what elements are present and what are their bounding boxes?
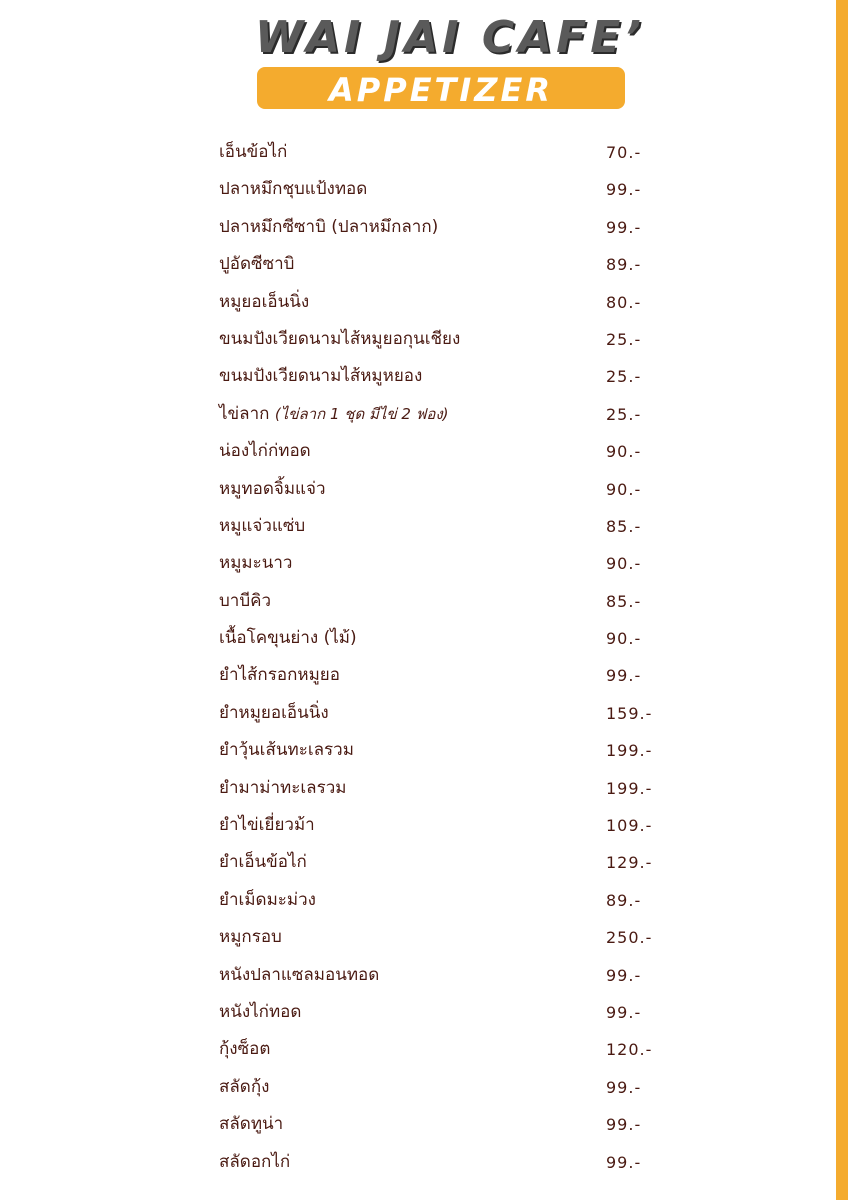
menu-item-name-text: เนื้อโคขุนย่าง (ไม้) [219,628,357,649]
menu-item-price: 109.- [606,816,653,836]
menu-item-name [219,620,357,657]
menu-item [219,1031,679,1068]
menu-item-price: 199.- [606,741,653,761]
menu-item-price: 99.- [606,1077,642,1097]
menu-item [219,358,679,395]
menu-item [219,620,679,657]
menu-item-name-text: เอ็นข้อไก่ [219,142,288,162]
menu-item-name [219,1106,283,1143]
menu-item-name-text: ยำวุ้นเส้นทะเลรวม [219,740,354,761]
menu-item-price: 99.- [606,1002,642,1022]
menu-item-name-text: ยำเม็ดมะม่วง [219,889,316,910]
menu-item-name [219,807,315,844]
right-accent-bar [836,0,848,1200]
menu-item-name-text: สลัดทูน่า [219,1114,284,1135]
menu-item-price: 89.- [606,890,642,910]
menu-item-name [219,545,292,582]
menu-item-name-text: หมูกรอบ [219,927,282,948]
menu-item-name [219,471,326,508]
menu-item-price: 90.- [606,554,642,574]
menu-item-name [219,844,307,881]
menu-item [219,545,679,582]
menu-item [219,695,679,732]
menu-item-name-text: ไข่ลาก [219,403,270,424]
menu-item [219,433,679,470]
menu-item [219,1069,679,1106]
menu-item-price: 89.- [606,255,642,275]
menu-item-price: 99.- [606,965,642,985]
menu-item-name-text: น่องไก่ก่ทอด [219,441,311,462]
menu-item-name-text: ขนมปังเวียดนามไส้หมูยอกุนเชียง [219,328,461,349]
menu-item-name-text: หมูแจ่วแซ่บ [219,515,306,536]
menu-item-name-text: ปลาหมึกชุบแป้งทอด [219,179,368,200]
menu-item-name [219,209,438,246]
menu-item-name-text: หนังไก่ทอด [219,1001,302,1022]
menu-item [219,508,679,545]
menu-item-price: 99.- [606,217,642,237]
menu-item-name-text: ยำมาม่าทะเลรวม [219,777,347,798]
menu-item [219,957,679,994]
menu-item-name [219,770,346,807]
menu-item [219,209,679,246]
menu-item-price: 80.- [606,292,642,312]
section-title: APPETIZER [329,71,553,109]
menu-item-name [219,732,354,769]
menu-item-name-text: หมูทอดจิ้มแจ่ว [219,478,326,499]
menu-item [219,583,679,620]
menu-item-name [219,1031,270,1068]
menu-item [219,321,679,358]
menu-item-price: 250.- [606,928,653,948]
menu-item-name [219,433,311,470]
menu-item-price: 90.- [606,629,642,649]
section-banner [257,67,625,109]
menu-item-name-text: หนังปลาแซลมอนทอด [219,964,380,985]
menu-item-price: 129.- [606,853,653,873]
menu-item-name-text: ยำหมูยอเอ็นนิ่ง [219,702,329,723]
menu-item-name [219,882,316,919]
menu-item [219,1144,679,1181]
menu-item [219,1106,679,1143]
menu-item-price: 99.- [606,1115,642,1135]
menu-item [219,807,679,844]
menu-item-note: (ไข่ลาก 1 ชุด มีไข่ 2 ฟอง) [274,404,449,423]
menu-item-name [219,246,294,283]
menu-item-price: 99.- [606,1152,642,1172]
menu-item [219,657,679,694]
menu-item [219,396,679,433]
menu-item-price: 85.- [606,516,642,536]
menu-item-name-text: หมูยอเอ็นนิ่ง [219,291,310,312]
menu-item [219,770,679,807]
menu-item-price: 90.- [606,479,642,499]
menu-item [219,919,679,956]
menu-item-name [219,284,309,321]
menu-item-name [219,358,422,395]
menu-item-name [219,396,449,433]
menu-item [219,732,679,769]
menu-item-name-text: ยำเอ็นข้อไก่ [219,852,307,873]
menu-item-name [219,1069,269,1106]
menu-item-name [219,1144,290,1181]
menu-item-price: 25.- [606,329,642,349]
menu-item [219,844,679,881]
menu-item-name [219,994,301,1031]
menu-item-price: 70.- [606,143,642,162]
menu-item [219,994,679,1031]
menu-item-price: 85.- [606,591,642,611]
menu-item [219,284,679,321]
menu-item-name [219,583,271,620]
menu-item-price: 159.- [606,703,653,723]
menu-item-name-text: สลัดกุ้ง [219,1076,270,1097]
menu-item-name-text: กุ้งซ็อต [219,1039,271,1060]
menu-item [219,246,679,283]
menu-item-name [219,919,282,956]
menu-item-name [219,657,340,694]
menu-item [219,171,679,208]
menu-item-name-text: บาบีคิว [219,590,272,611]
menu-item-price: 99.- [606,666,642,686]
menu-item-name-text: ยำไข่เยี่ยวม้า [219,815,315,836]
menu-item-price: 90.- [606,442,642,462]
menu-item-name [219,695,329,732]
menu-item-name [219,321,460,358]
menu-item-price: 25.- [606,404,642,424]
menu-item-price: 25.- [606,367,642,387]
menu-item-price: 99.- [606,180,642,200]
menu-list [219,134,679,1181]
menu-item-name-text: ปลาหมึกซีซาบิ (ปลาหมึกลาก) [219,216,439,237]
menu-item-name-text: หมูมะนาว [219,553,293,574]
menu-item [219,882,679,919]
menu-item-price: 199.- [606,778,653,798]
menu-item-name-text: ขนมปังเวียดนามไส้หมูหยอง [219,366,423,387]
menu-item-name [219,508,305,545]
menu-item-name [219,171,367,208]
menu-item-name [219,957,379,994]
menu-item [219,134,679,171]
menu-item-name-text: ปูอัดซีซาบิ [219,254,295,275]
menu-item-name-text: สลัดอกไก่ [219,1151,291,1172]
menu-item-name-text: ยำไส้กรอกหมูยอ [219,665,340,686]
menu-item-name [219,134,287,171]
menu-item-price: 120.- [606,1040,653,1060]
menu-item [219,471,679,508]
cafe-title: WAI JAI CAFE’ [255,12,645,63]
